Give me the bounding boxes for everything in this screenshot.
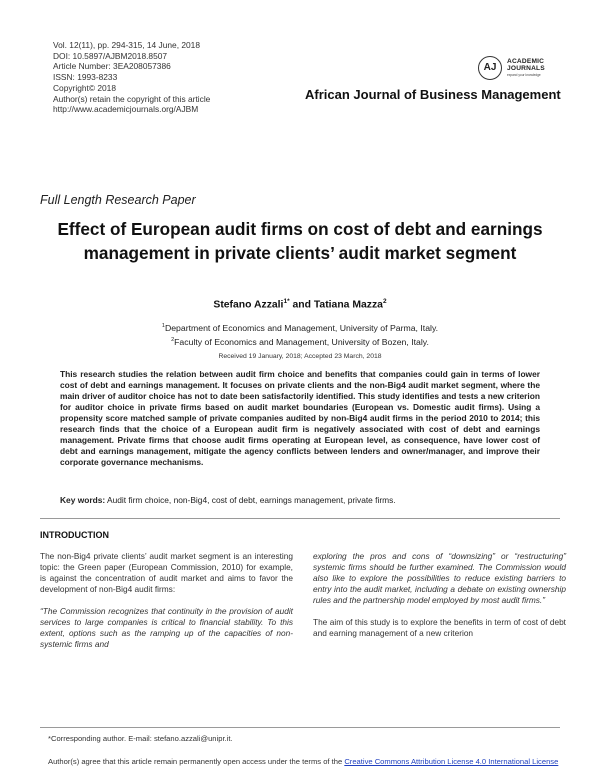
logo-mark: AJ bbox=[478, 56, 502, 80]
license-text: Author(s) agree that this article remain permanently open access under the terms of the bbox=[48, 757, 345, 766]
intro-paragraph-1: The non-Big4 private clients’ audit market segment is an interesting topic: the Green paper (European Commission, 2010) for example, is against the concentration of audit market and aims to favor the development of non-Big4 audit firms: bbox=[40, 551, 293, 594]
article-metadata bbox=[53, 40, 210, 115]
author-1-sup: 1* bbox=[283, 298, 290, 305]
received-dates: Received 19 January, 2018; Accepted 23 March, 2018 bbox=[218, 353, 382, 360]
license-notice bbox=[48, 757, 568, 767]
publisher-logo bbox=[478, 55, 568, 81]
author-conjunction: and bbox=[289, 299, 314, 311]
intro-quote-part-2: exploring the pros and cons of “downsizing” or “restructuring” systemic firms should be further examined. The Commission would also like to explore the possibilities to reduce existing barriers to entry into the audit market, including a debate on existing ownership rules and the partnership model employed by most audit firms.” bbox=[313, 551, 566, 605]
introduction-heading: INTRODUCTION bbox=[40, 530, 109, 540]
meta-rights: Author(s) retain the copyright of this article bbox=[53, 93, 211, 104]
meta-url[interactable]: http://www.academicjournals.org/AJBM bbox=[53, 104, 199, 115]
author-2-sup: 2 bbox=[382, 298, 387, 305]
affiliation-1 bbox=[0, 321, 600, 335]
intro-quote-part-1: “The Commission recognizes that continuity in the provision of audit services to large companies is critical to financial stability. To this extent, options such as the ramping up of the capacities of non-systemic firms and bbox=[40, 606, 293, 649]
logo-wordmark bbox=[507, 58, 545, 73]
journal-name: African Journal of Business Management bbox=[305, 87, 561, 102]
author-2: Tatiana Mazza bbox=[313, 299, 383, 311]
intro-right-column bbox=[313, 551, 566, 639]
affiliation-2 bbox=[0, 335, 600, 349]
meta-volume: Vol. 12(11), pp. 294-315, 14 June, 2018 bbox=[53, 40, 200, 50]
meta-doi: DOI: 10.5897/AJBM2018.8507 bbox=[53, 50, 168, 61]
affiliation-1-text: Department of Economics and Management, University of Parma, Italy. bbox=[164, 322, 439, 333]
meta-copyright: Copyright© 2018 bbox=[53, 82, 116, 93]
author-1: Stefano Azzali bbox=[213, 299, 284, 311]
keywords-text: Audit firm choice, non-Big4, cost of debt, earnings management, private firms. bbox=[105, 495, 396, 505]
abstract: This research studies the relation between audit firm choice and benefits that companies could gain in terms of lower cost of debt and earnings management. It focuses on private clients and the non-Big4 audit market segment, where the main driver of auditor choice has not to date been satisfactorily identified. This study identifies and tests a new criterion for auditor choice in private firms based on audit market boundaries (European vs. Domestic audit firms). Using a propensity score matched sample of private companies audited by non-Big4 audit firms in the period 2010 to 2014; this research finds that the choice of a European audit firm is negatively associated with cost of debt and earnings management. Private firms that choose audit firms operating at European level, as consequence, have lower cost of debt and earnings management, mitigate the agency conflicts between lenders and owner/manager, and improve their corporate governance mechanisms. bbox=[60, 369, 540, 467]
section-divider bbox=[40, 518, 560, 519]
keywords-label: Key words: bbox=[60, 495, 106, 505]
logo-tagline: expand your knowledge bbox=[507, 73, 541, 77]
authors bbox=[0, 298, 600, 310]
meta-article-number: Article Number: 3EA208057386 bbox=[53, 61, 171, 72]
license-link[interactable]: Creative Commons Attribution License 4.0 International License bbox=[344, 757, 559, 766]
footnote-divider bbox=[40, 727, 560, 728]
affiliation-2-sup: 2 bbox=[171, 336, 175, 343]
affiliations bbox=[0, 321, 600, 348]
affiliation-2-text: Faculty of Economics and Management, University of Bozen, Italy. bbox=[174, 336, 429, 347]
paper-type: Full Length Research Paper bbox=[40, 193, 196, 207]
meta-issn: ISSN: 1993-8233 bbox=[53, 72, 118, 83]
keywords bbox=[60, 495, 540, 505]
logo-line-academic: ACADEMIC bbox=[507, 58, 545, 65]
affiliation-1-sup: 1 bbox=[161, 323, 165, 329]
logo-line-journals: JOURNALS bbox=[507, 65, 545, 73]
intro-left-column bbox=[40, 551, 293, 650]
intro-paragraph-2: The aim of this study is to explore the benefits in term of cost of debt and earning management of a new criterion bbox=[313, 617, 566, 638]
corresponding-author: *Corresponding author. E-mail: stefano.azzali@unipr.it. bbox=[48, 734, 233, 743]
paper-title: Effect of European audit firms on cost of debt and earnings management in private clients’ audit market segment bbox=[57, 219, 543, 263]
